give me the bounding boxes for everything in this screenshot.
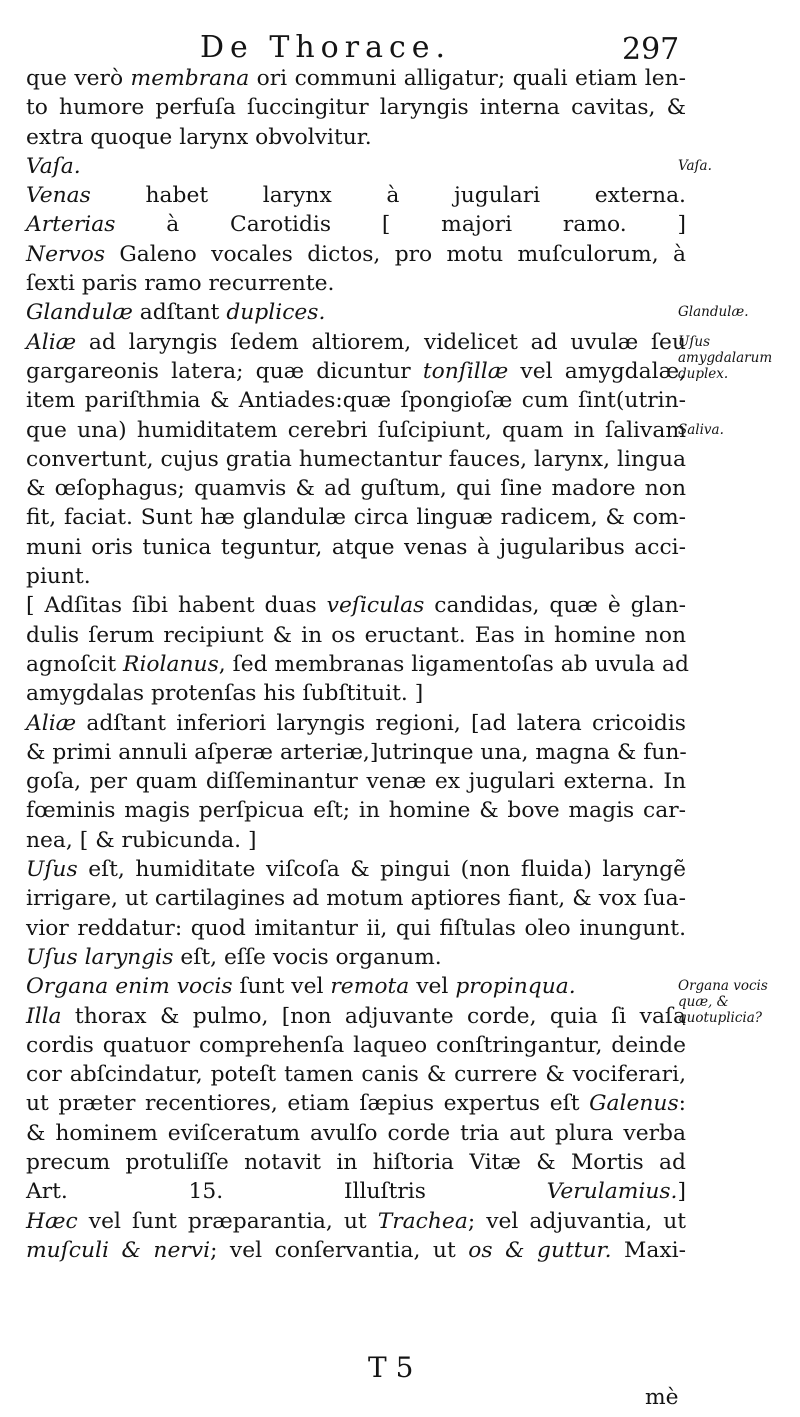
text-run: amygdalas protenſas his ſubſtituit. ] [26, 681, 424, 707]
italic-text: veſiculas [326, 593, 425, 619]
text-line [26, 1031, 686, 1060]
text-line [26, 914, 686, 943]
text-line [26, 972, 686, 1001]
text-run: nea, [ & rubicunda. ] [26, 827, 257, 853]
text-run: ] [677, 1179, 686, 1205]
page-number: 297 [622, 32, 680, 67]
text-run: ; vel adjuvantia, ut [467, 1208, 686, 1234]
text-run: vel [409, 974, 456, 1000]
text-run: fit, faciat. Sunt hæ glandulæ circa linguæ radicem, & com- [26, 505, 686, 531]
text-line [26, 1148, 686, 1177]
text-line [26, 181, 686, 210]
text-run: piunt. [26, 564, 91, 590]
italic-text: Illa [26, 1003, 62, 1029]
text-line [26, 152, 686, 181]
text-line [26, 943, 686, 972]
text-line [26, 884, 686, 913]
text-line [26, 416, 686, 445]
margin-note: Vaſa. [678, 157, 712, 174]
text-line [26, 474, 686, 503]
text-line [26, 298, 686, 327]
text-run: adſtant [132, 300, 227, 326]
text-run: cor abſcindatur, poteſt tamen canis & currere & vociferari, [26, 1062, 686, 1088]
text-run: ; vel conſervantia, ut [210, 1237, 469, 1263]
text-run: thorax & pulmo, [non adjuvante corde, quia ſi vaſa [61, 1003, 686, 1029]
text-run: goſa, per quam diſſeminantur venæ ex jugulari externa. In [26, 769, 686, 795]
italic-text: duplices. [226, 300, 326, 326]
italic-text: propinqua. [455, 974, 576, 1000]
text-run: que verò [26, 66, 131, 91]
text-line [26, 533, 686, 562]
text-line [26, 679, 686, 708]
text-line [26, 93, 686, 122]
italic-text: Vaſa. [26, 153, 81, 179]
text-line [26, 826, 686, 855]
text-run: precum protuliſſe notavit in hiſtoria Vitæ & Mortis ad [26, 1149, 686, 1175]
text-run: & primi annuli aſperæ arteriæ,]utrinque una, magna & fun- [26, 739, 687, 765]
margin-note: Saliva. [678, 421, 724, 438]
text-line [26, 210, 686, 239]
text-run: que una) humiditatem cerebri ſuſcipiunt, quam in ſalivam [26, 417, 686, 443]
text-run: to humore perfuſa ſuccingitur laryngis interna cavitas, & [26, 95, 686, 121]
italic-text: Uſus [26, 857, 78, 883]
signature-mark: T 5 [368, 1351, 414, 1384]
text-run: & œſophagus; quamvis & ad guſtum, qui ſine madore non [26, 476, 686, 502]
text-run: ſexti paris ramo recurrente. [26, 271, 335, 297]
text-line [26, 1002, 686, 1031]
italic-text: Venas [26, 183, 91, 209]
text-line [26, 738, 686, 767]
text-line [26, 621, 686, 650]
italic-text: Aliæ [26, 710, 77, 736]
text-line [26, 1060, 686, 1089]
text-run: ſunt vel [232, 974, 331, 1000]
text-run: vel amygdalæ, [508, 358, 686, 384]
text-line [26, 445, 686, 474]
italic-text: Uſus laryngis [26, 944, 174, 970]
text-line [26, 386, 686, 415]
text-run: candidas, quæ è glan- [424, 593, 686, 619]
text-run: convertunt, cujus gratia humectantur fauces, larynx, lingua [26, 446, 686, 472]
text-run: habet larynx à jugulari externa. [90, 183, 686, 209]
text-line [26, 650, 689, 679]
running-header-title: De Thorace. [200, 30, 452, 65]
italic-text: Verulamius. [546, 1179, 678, 1205]
text-run: eſt, humiditate viſcoſa & pingui (non fluida) laryngẽ [77, 857, 686, 883]
text-line [26, 562, 686, 591]
text-line [26, 123, 686, 152]
italic-text: Trachea [377, 1208, 468, 1234]
text-run: Art. 15. Illuſtris [26, 1179, 547, 1205]
text-run: cordis quatuor comprehenſa laqueo conſtringantur, deinde [26, 1032, 686, 1058]
italic-text: tonſillæ [422, 358, 509, 384]
text-run: eſt, eſſe vocis organum. [173, 944, 442, 970]
text-run: : [678, 1091, 686, 1117]
text-line [26, 1236, 686, 1265]
text-run: item pariſthmia & Antiades:quæ ſpongioſæ cum ſint(utrin- [26, 388, 686, 414]
text-line [26, 767, 686, 796]
text-line [26, 328, 686, 357]
text-run: & hominem eviſceratum avulſo corde tria aut plura verba [26, 1120, 686, 1146]
margin-note: Glandulæ. [678, 304, 749, 321]
italic-text: Nervos [26, 241, 106, 267]
italic-text: Hæc [26, 1208, 78, 1234]
text-run: muni oris tunica teguntur, atque venas à jugularibus acci- [26, 534, 686, 560]
text-line [26, 1207, 686, 1236]
margin-note: Organa vocis quæ, & quotuplicia? [678, 978, 768, 1027]
text-run: gargareonis latera; quæ dicuntur [26, 358, 423, 384]
italic-text: remota [330, 974, 410, 1000]
margin-note: Uſus amygdalarum duplex. [678, 333, 773, 382]
text-run: irrigare, ut cartilagines ad motum aptiores fiant, & vox ſua- [26, 886, 686, 912]
text-run: adſtant inferiori laryngis regioni, [ad latera cricoidis [76, 710, 686, 736]
text-run: Maxi- [611, 1237, 686, 1263]
italic-text: Glandulæ [26, 300, 133, 326]
text-run: ad laryngis ſedem altiorem, videlicet ad uvulæ ſeu [76, 329, 686, 355]
text-line [26, 1119, 686, 1148]
text-line [26, 855, 686, 884]
text-line [26, 709, 686, 738]
text-line [26, 357, 686, 386]
text-run: Galeno vocales dictos, pro motu muſculorum, à [105, 241, 686, 267]
text-run: vel ſunt præparantia, ut [77, 1208, 378, 1234]
text-run: extra quoque larynx obvolvitur. [26, 124, 372, 150]
text-run: ori communi alligatur; quali etiam len- [249, 66, 686, 91]
text-line [26, 1089, 686, 1118]
text-line [26, 240, 686, 269]
text-line [26, 796, 686, 825]
text-line [26, 503, 686, 532]
italic-text: muſculi & nervi [26, 1237, 211, 1263]
text-run: fœminis magis perſpicua eſt; in homine & bove magis car- [26, 798, 686, 824]
italic-text: Arterias [26, 212, 116, 238]
text-run: vior reddatur: quod imitantur ii, qui fiſtulas oleo inungunt. [26, 915, 686, 941]
body-text [26, 64, 689, 1265]
italic-text: Galenus [589, 1091, 679, 1117]
italic-text: os & guttur. [468, 1237, 612, 1263]
text-run: à Carotidis [ majori ramo. ] [115, 212, 686, 238]
text-line [26, 591, 686, 620]
text-line [26, 269, 686, 298]
text-run: ut præter recentiores, etiam ſæpius expertus eſt [26, 1091, 590, 1117]
text-run: agnoſcit [26, 651, 124, 677]
text-run: , ſed membranas ligamentoſas ab uvula ad [218, 651, 689, 677]
italic-text: Aliæ [26, 329, 77, 355]
text-run: [ Adſitas ſibi habent duas [26, 593, 327, 619]
catchword: mè [645, 1385, 679, 1410]
italic-text: Organa enim vocis [26, 974, 233, 1000]
text-run: dulis ſerum recipiunt & in os eructant. Eas in homine non [26, 622, 686, 648]
text-line [26, 64, 686, 93]
italic-text: Riolanus [123, 651, 219, 677]
italic-text: membrana [130, 66, 250, 91]
text-line [26, 1177, 686, 1206]
